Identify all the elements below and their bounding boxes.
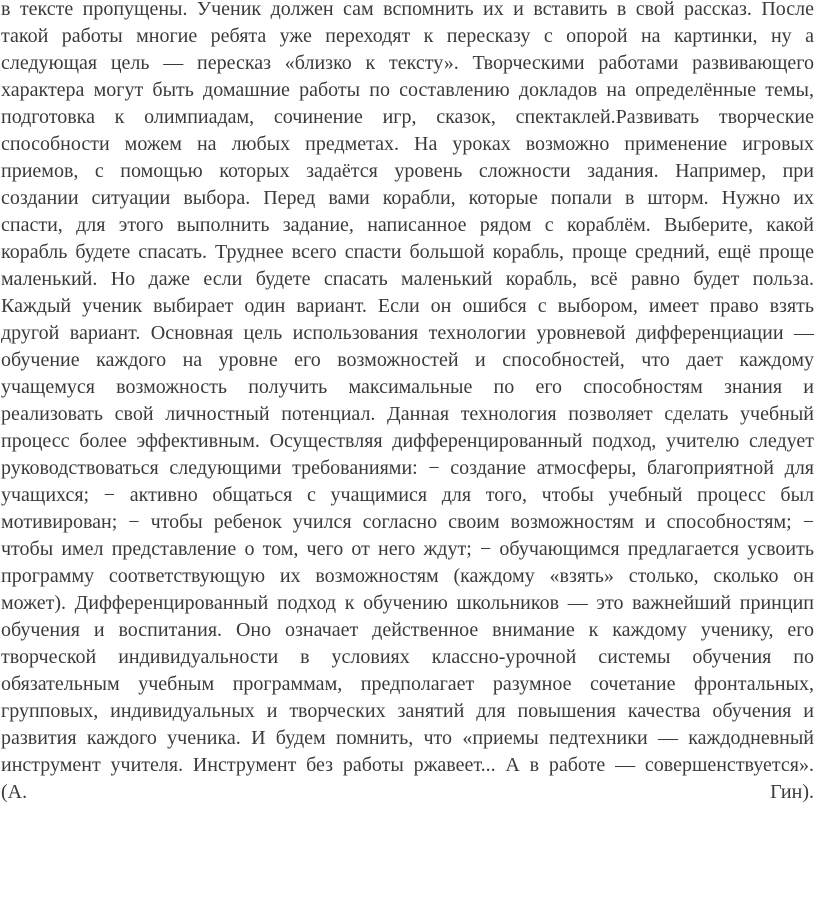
text-line: развития каждого ученика. И будем помнить, что «приемы педтехники — каждодневный	[1, 727, 814, 749]
text-line: характера могут быть домашние работы по составлению докладов на определённые темы,	[1, 79, 814, 101]
text-line: корабль будете спасать. Труднее всего спасти большой корабль, проще средний, ещё проще	[1, 241, 814, 263]
text-line: маленький. Но даже если будете спасать маленький корабль, всё равно будет польза.	[1, 268, 814, 290]
text-line: в тексте пропущены. Ученик должен сам вспомнить их и вставить в свой рассказ. После	[1, 0, 814, 20]
text-line: обучения и воспитания. Оно означает действенное внимание к каждому ученику, его	[1, 619, 814, 641]
text-line: приемов, с помощью которых задаётся уровень сложности задания. Например, при	[1, 160, 814, 182]
text-line: учащемуся возможность получить максимальные по его способностям знания и	[1, 376, 814, 398]
text-line-last: (А. Гин).	[1, 781, 814, 803]
text-line: обучение каждого на уровне его возможностей и способностей, что дает каждому	[1, 349, 814, 371]
text-line: процесс более эффективным. Осуществляя дифференцированный подход, учителю следует	[1, 430, 814, 452]
text-line: учащихся; − активно общаться с учащимися для того, чтобы учебный процесс был	[1, 484, 814, 506]
text-line: следующая цель — пересказ «близко к тексту». Творческими работами развивающего	[1, 52, 814, 74]
text-line: спасти, для этого выполнить задание, написанное рядом с кораблём. Выберите, какой	[1, 214, 814, 236]
text-line: реализовать свой личностный потенциал. Данная технология позволяет сделать учебный	[1, 403, 814, 425]
text-line: способности можем на любых предметах. На уроках возможно применение игровых	[1, 133, 814, 155]
text-line: Каждый ученик выбирает один вариант. Если он ошибся с выбором, имеет право взять	[1, 295, 814, 317]
text-line: творческой индивидуальности в условиях классно-урочной системы обучения по	[1, 646, 814, 668]
text-line: руководствоваться следующими требованиями: − создание атмосферы, благоприятной для	[1, 457, 814, 479]
text-line: такой работы многие ребята уже переходят к пересказу с опорой на картинки, ну а	[1, 25, 814, 47]
text-line: инструмент учителя. Инструмент без работы ржавеет... А в работе — совершенствуется».	[1, 754, 814, 776]
text-line: мотивирован; − чтобы ребенок учился согласно своим возможностям и способностям; −	[1, 511, 814, 533]
text-line: обязательным учебным программам, предполагает разумное сочетание фронтальных,	[1, 673, 814, 695]
text-line: другой вариант. Основная цель использования технологии уровневой дифференциации —	[1, 322, 814, 344]
text-line: программу соответствующую их возможностям (каждому «взять» столько, сколько он	[1, 565, 814, 587]
text-line: групповых, индивидуальных и творческих занятий для повышения качества обучения и	[1, 700, 814, 722]
text-line: чтобы имел представление о том, чего от него ждут; − обучающимся предлагается усвоить	[1, 538, 814, 560]
text-line: может). Дифференцированный подход к обучению школьников — это важнейший принцип	[1, 592, 814, 614]
text-line: подготовка к олимпиадам, сочинение игр, сказок, спектаклей.Развивать творческие	[1, 106, 814, 128]
text-line: создании ситуации выбора. Перед вами корабли, которые попали в шторм. Нужно их	[1, 187, 814, 209]
